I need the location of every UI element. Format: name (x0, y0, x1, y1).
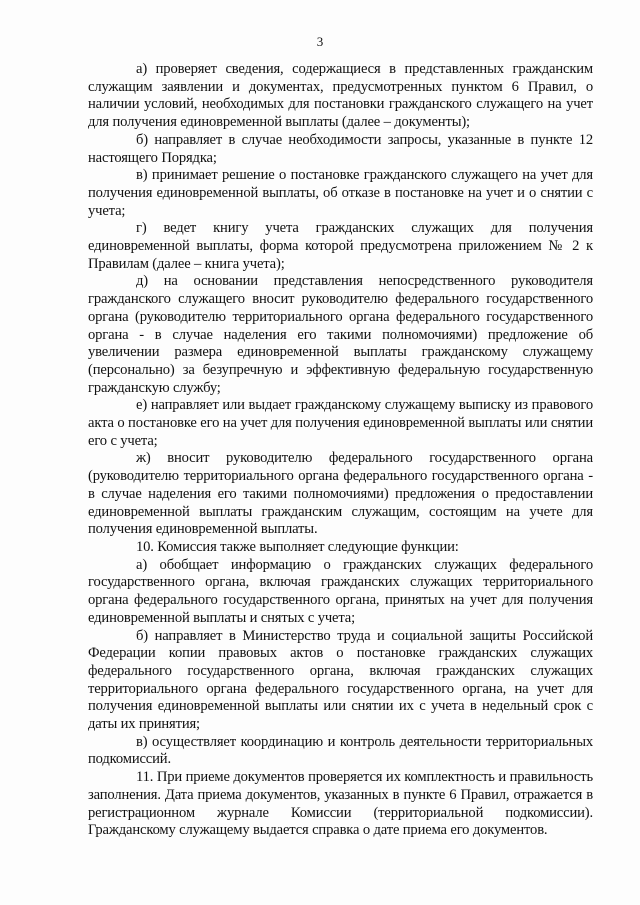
paragraph-item-a: а) проверяет сведения, содержащиеся в представленных гражданским служащим заявлении и документах, предусмотренных пунктом 6 Правил, о наличии условий, необходимых для постановки гражданского служащего на учет для получения единовременной выплаты (далее – документы); (88, 61, 593, 131)
paragraph-item-zh: ж) вносит руководителю федерального государственного органа (руководителю территориального органа федерального государственного органа - в случае наделения его такими полномочиями) предложения о предоставлении единовременной выплаты гражданским служащим, состоящим на учете для получения единовременной выплаты. (88, 450, 593, 538)
paragraph-section-10: 10. Комиссия также выполняет следующие функции: (136, 538, 459, 555)
paragraph-section-11: 11. При приеме документов проверяется их комплектность и правильность заполнения. Дата приема документов, указанных в пункте 6 Правил, отражается в регистрационном журнале Комиссии (территориальной подкомиссии). Гражданскому служащему выдается справка о дате приема его документов. (88, 769, 593, 839)
paragraph-item-e: е) направляет или выдает гражданскому служащему выписку из правового акта о постановке его на учет для получения единовременной выплаты или снятии его с учета; (88, 397, 593, 449)
paragraph-10-a: а) обобщает информацию о гражданских служащих федерального государственного органа, включая гражданских служащих территориального органа федерального государственного органа, принятых на учет для получения единовременной выплаты и снятых с учета; (88, 556, 593, 626)
paragraph-10-b: б) направляет в Министерство труда и социальной защиты Российской Федерации копии правовых актов о постановке гражданских служащих федерального государственного органа, включая гражданских служащих территориального органа федерального государственного органа, на учет для получения единовременной выплаты или снятии их с учета в недельный срок с даты их принятия; (88, 627, 593, 733)
paragraph-item-d: д) на основании представления непосредственного руководителя гражданского служащего вносит руководителю федерального государственного органа (руководителю территориального органа федерального государственного органа - в случае наделения его такими полномочиями) предложение об увеличении размера единовременной выплаты гражданскому служащему (персонально) за безупречную и эффективную федеральную государственную гражданскую службу; (88, 273, 593, 396)
page-number: 3 (316, 34, 324, 49)
paragraph-item-b: б) направляет в случае необходимости запросы, указанные в пункте 12 настоящего Порядка; (88, 131, 593, 166)
paragraph-item-g: г) ведет книгу учета гражданских служащих для получения единовременной выплаты, форма которой предусмотрена приложением № 2 к Правилам (далее – книга учета); (88, 220, 593, 272)
paragraph-item-v: в) принимает решение о постановке гражданского служащего на учет для получения единовременной выплаты, об отказе в постановке на учет и о снятии с учета; (88, 167, 593, 219)
document-body (88, 61, 593, 840)
paragraph-10-v: в) осуществляет координацию и контроль деятельности территориальных подкомиссий. (88, 733, 593, 768)
